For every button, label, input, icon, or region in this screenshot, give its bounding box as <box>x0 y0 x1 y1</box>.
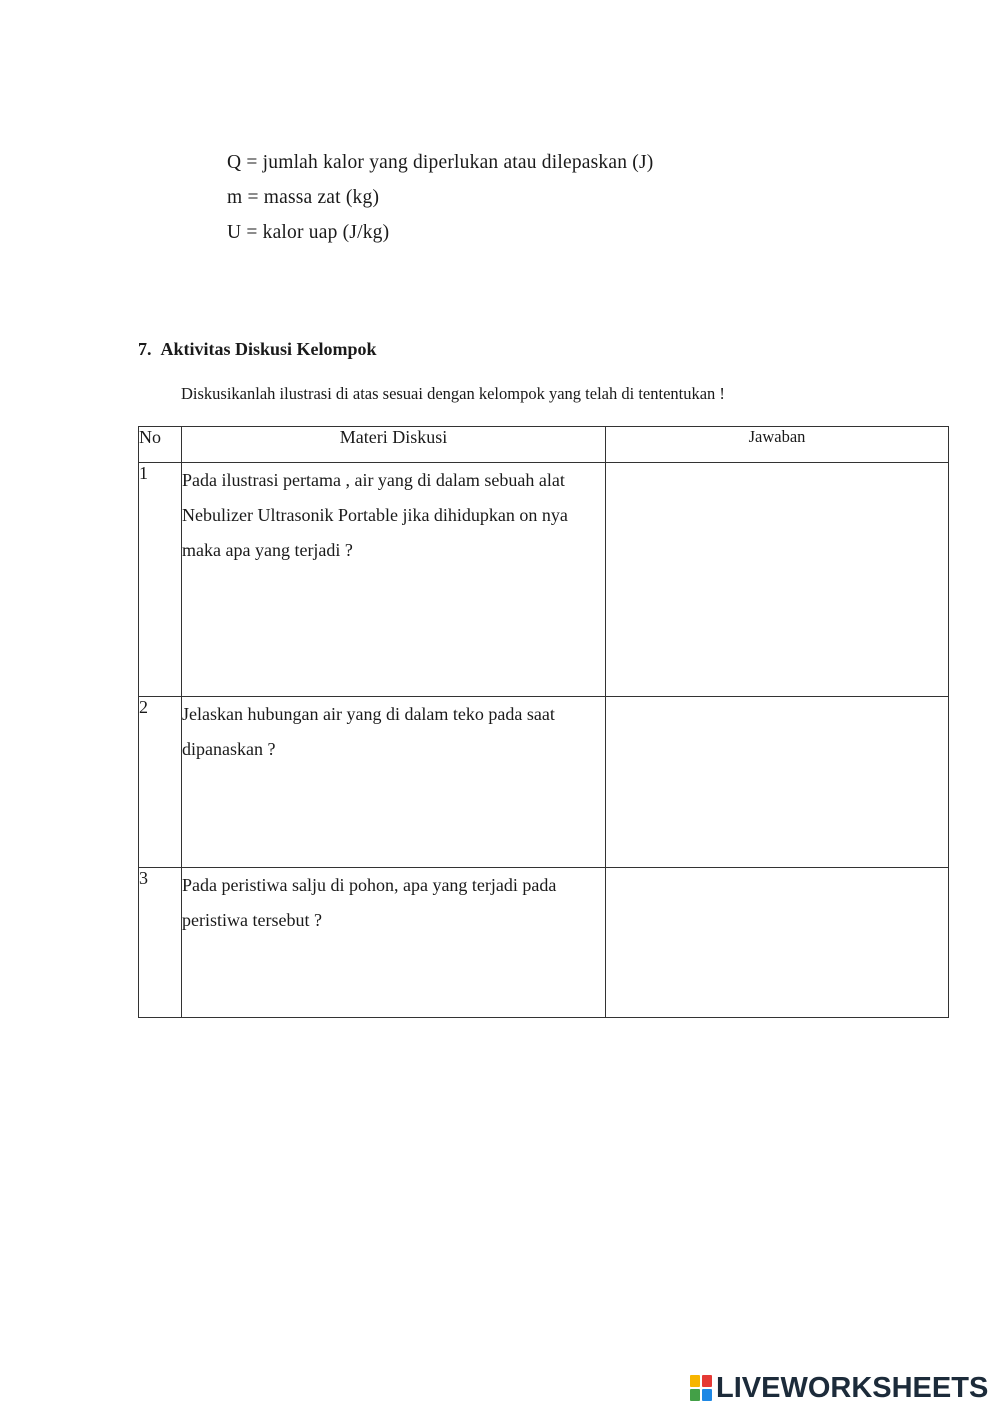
legend-q: Q = jumlah kalor yang diperlukan atau dilepaskan (J) <box>227 152 654 173</box>
row-number: 2 <box>139 697 182 868</box>
table-row <box>139 697 949 868</box>
row-question: Jelaskan hubungan air yang di dalam teko pada saat dipanaskan ? <box>182 697 606 868</box>
liveworksheets-logo <box>690 1372 988 1404</box>
section-instruction: Diskusikanlah ilustrasi di atas sesuai dengan kelompok yang telah di tententukan ! <box>181 384 725 403</box>
section-number: 7. <box>138 339 152 359</box>
table-row <box>139 463 949 697</box>
logo-block-blue <box>702 1389 712 1401</box>
answer-cell[interactable] <box>606 697 949 868</box>
table-header-row <box>139 427 949 463</box>
liveworksheets-logo-icon <box>690 1375 712 1401</box>
logo-block-red <box>702 1375 712 1387</box>
discussion-table <box>138 426 949 1018</box>
legend-u: U = kalor uap (J/kg) <box>227 222 390 243</box>
answer-cell[interactable] <box>606 463 949 697</box>
legend-m: m = massa zat (kg) <box>227 187 380 208</box>
row-number: 3 <box>139 868 182 1018</box>
row-question: Pada peristiwa salju di pohon, apa yang terjadi pada peristiwa tersebut ? <box>182 868 606 1018</box>
logo-block-green <box>690 1389 700 1401</box>
header-no: No <box>139 427 182 463</box>
answer-cell[interactable] <box>606 868 949 1018</box>
table-row <box>139 868 949 1018</box>
row-question: Pada ilustrasi pertama , air yang di dalam sebuah alat Nebulizer Ultrasonik Portable jika dihidupkan on nya maka apa yang terjadi ? <box>182 463 606 697</box>
section-title: Aktivitas Diskusi Kelompok <box>160 339 377 359</box>
row-number: 1 <box>139 463 182 697</box>
section-heading <box>138 339 377 360</box>
logo-text: LIVEWORKSHEETS <box>716 1371 989 1404</box>
header-materi: Materi Diskusi <box>182 427 606 463</box>
logo-block-yellow <box>690 1375 700 1387</box>
header-jawaban: Jawaban <box>606 427 949 463</box>
